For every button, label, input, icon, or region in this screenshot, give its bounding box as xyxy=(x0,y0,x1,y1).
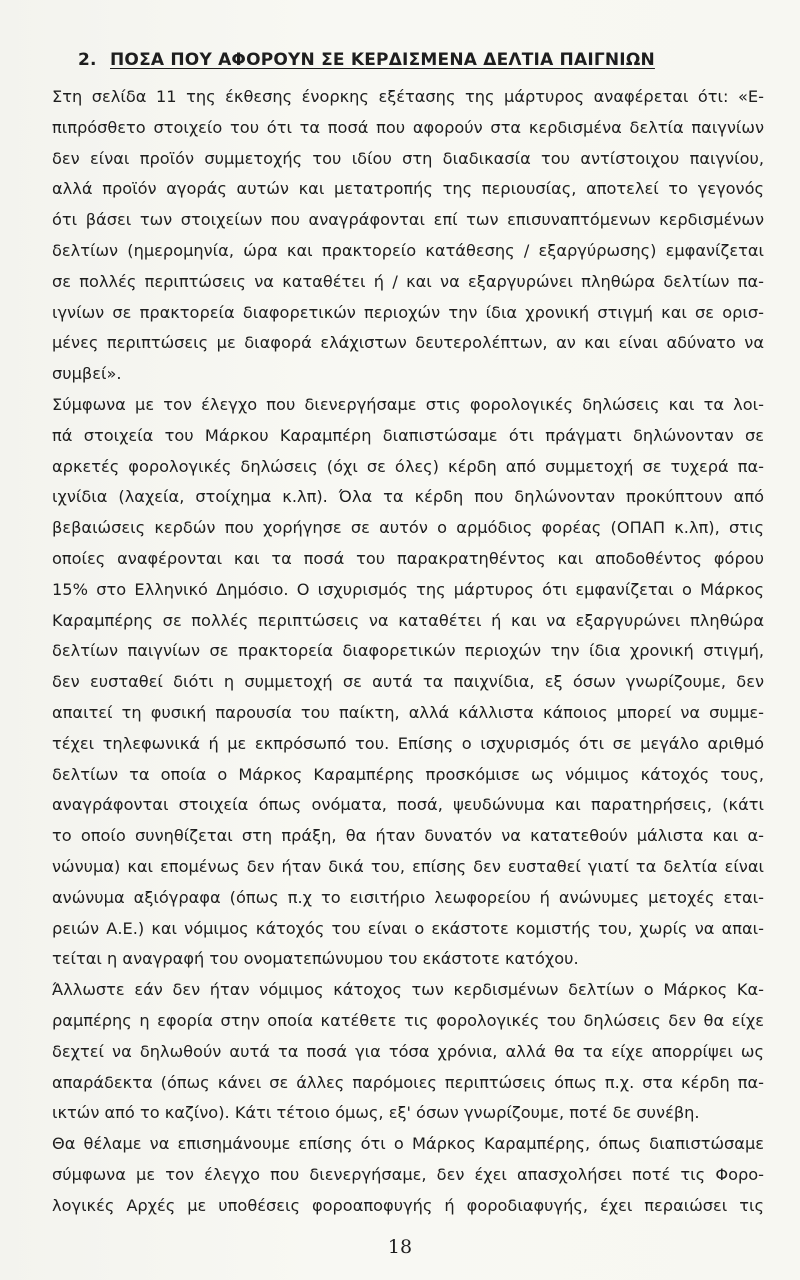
text-line: Καραμπέρης σε πολλές περιπτώσεις να καταθέτει ή και να εξαργυρώνει πληθώρα xyxy=(52,610,764,630)
text-line: δεχτεί να δηλωθούν αυτά τα ποσά για τόσα χρόνια, αλλά θα τα είχε απορρίψει ως xyxy=(52,1041,764,1061)
text-line: απαιτεί τη φυσική παρουσία του παίκτη, αλλά κάλλιστα κάποιος μπορεί να συμμε- xyxy=(52,702,764,722)
text-line: νώνυμα) και επομένως δεν ήταν δικά του, επίσης δεν ευσταθεί γιατί τα δελτία είναι xyxy=(52,856,764,876)
text-line: δελτίων τα οποία ο Μάρκος Καραμπέρης προσκόμισε ως νόμιμος κάτοχός τους, xyxy=(52,764,764,784)
text-line: Στη σελίδα 11 της έκθεσης ένορκης εξέτασης της μάρτυρος αναφέρεται ότι: «Ε- xyxy=(52,87,764,106)
text-line: δεν είναι προϊόν συμμετοχής του ιδίου στη διαδικασία του αντίστοιχου παιγνίου, xyxy=(52,148,764,168)
text-line: πιπρόσθετο στοιχείο του ότι τα ποσά που αφορούν στα κερδισμένα δελτία παιγνίων xyxy=(52,117,764,137)
text-line: ρειών Α.Ε.) και νόμιμος κάτοχός του είναι ο εκάστοτε κομιστής του, χωρίς να απαι- xyxy=(52,918,764,938)
text-line: ανώνυμα αξιόγραφα (όπως π.χ το εισιτήριο λεωφορείου ή ανώνυμες μετοχές εται- xyxy=(52,887,764,907)
text-line: ραμπέρης η εφορία στην οποία κατέθετε τις φορολογικές του δηλώσεις δεν θα είχε xyxy=(52,1010,764,1030)
text-line: ικτών από το καζίνο). Κάτι τέτοιο όμως, εξ' όσων γνωρίζουμε, ποτέ δε συνέβη. xyxy=(52,1103,700,1123)
text-line: πά στοιχεία του Μάρκου Καραμπέρη διαπιστώσαμε ότι πράγματι δηλώνονταν σε xyxy=(52,425,764,445)
section-heading xyxy=(78,50,758,70)
text-line: απαράδεκτα (όπως κάνει σε άλλες παρόμοιες περιπτώσεις όπως π.χ. στα κέρδη πα- xyxy=(52,1072,764,1092)
text-line: μένες περιπτώσεις με διαφορά ελάχιστων δευτερολέπτων, αν και είναι αδύνατο να xyxy=(52,333,764,353)
text-line: τέχει τηλεφωνικά ή με εκπρόσωπό του. Επίσης ο ισχυρισμός ότι σε μεγάλο αριθμό xyxy=(52,733,764,753)
page-number: 18 xyxy=(387,1236,413,1258)
text-line: ιχνίδια (λαχεία, στοίχημα κ.λπ). Όλα τα κέρδη που δηλώνονταν προκύπτουν από xyxy=(52,487,764,507)
text-line: τείται η αναγραφή του ονοματεπώνυμου του εκάστοτε κατόχου. xyxy=(52,949,579,969)
text-line: ότι βάσει των στοιχείων που αναγράφονται επί των επισυναπτόμενων κερδισμένων xyxy=(52,210,764,230)
text-line: Σύμφωνα με τον έλεγχο που διενεργήσαμε στις φορολογικές δηλώσεις και τα λοι- xyxy=(52,394,764,414)
text-line: βεβαιώσεις κερδών που χορήγησε σε αυτόν ο αρμόδιος φορέας (ΟΠΑΠ κ.λπ), στις xyxy=(52,518,764,538)
text-line: δεν ευσταθεί διότι η συμμετοχή σε αυτά τα παιχνίδια, εξ όσων γνωρίζουμε, δεν xyxy=(52,672,764,692)
text-line: αρκετές φορολογικές δηλώσεις (όχι σε όλες) κέρδη από συμμετοχή σε τυχερά πα- xyxy=(52,456,764,476)
section-number: 2. xyxy=(78,50,97,70)
text-line: ιγνίων σε πρακτορεία διαφορετικών περιοχών την ίδια χρονική στιγμή και σε ορισ- xyxy=(52,302,764,322)
text-line: δελτίων (ημερομηνία, ώρα και πρακτορείο κατάθεσης / εξαργύρωσης) εμφανίζεται xyxy=(52,240,764,260)
text-line: Θα θέλαμε να επισημάνουμε επίσης ότι ο Μάρκος Καραμπέρης, όπως διαπιστώσαμε xyxy=(52,1134,764,1154)
text-line: σε πολλές περιπτώσεις να καταθέτει ή / και να εξαργυρώνει πληθώρα δελτίων πα- xyxy=(52,271,764,291)
text-line: λογικές Αρχές με υποθέσεις φοροαποφυγής ή φοροδιαφυγής, έχει περαιώσει τις xyxy=(52,1195,764,1215)
text-line: συμβεί». xyxy=(52,364,122,384)
body-text xyxy=(52,82,764,1221)
text-line: το οποίο συνηθίζεται στη πράξη, θα ήταν δυνατόν να κατατεθούν μάλιστα και α- xyxy=(52,826,764,846)
text-line: αναγράφονται στοιχεία όπως ονόματα, ποσά, ψευδώνυμα και παρατηρήσεις, (κάτι xyxy=(52,795,764,815)
text-line: Άλλωστε εάν δεν ήταν νόμιμος κάτοχος των κερδισμένων δελτίων ο Μάρκος Κα- xyxy=(52,980,764,1000)
text-line: οποίες αναφέρονται και τα ποσά του παρακρατηθέντος και αποδοθέντος φόρου xyxy=(52,548,764,568)
text-line: σύμφωνα με τον έλεγχο που διενεργήσαμε, δεν έχει απασχολήσει ποτέ τις Φορο- xyxy=(52,1164,764,1184)
text-line: δελτίων παιγνίων σε πρακτορεία διαφορετικών περιοχών την ίδια χρονική στιγμή, xyxy=(52,641,764,661)
text-line: αλλά προϊόν αγοράς αυτών και μετατροπής της περιουσίας, αποτελεί το γεγονός xyxy=(52,179,764,199)
section-title: ΠΟΣΑ ΠΟΥ ΑΦΟΡΟΥΝ ΣΕ ΚΕΡΔΙΣΜΕΝΑ ΔΕΛΤΙΑ ΠΑΙΓΝΙΩΝ xyxy=(110,50,655,70)
text-line: 15% στο Ελληνικό Δημόσιο. Ο ισχυρισμός της μάρτυρος ότι εμφανίζεται ο Μάρκος xyxy=(52,579,764,599)
